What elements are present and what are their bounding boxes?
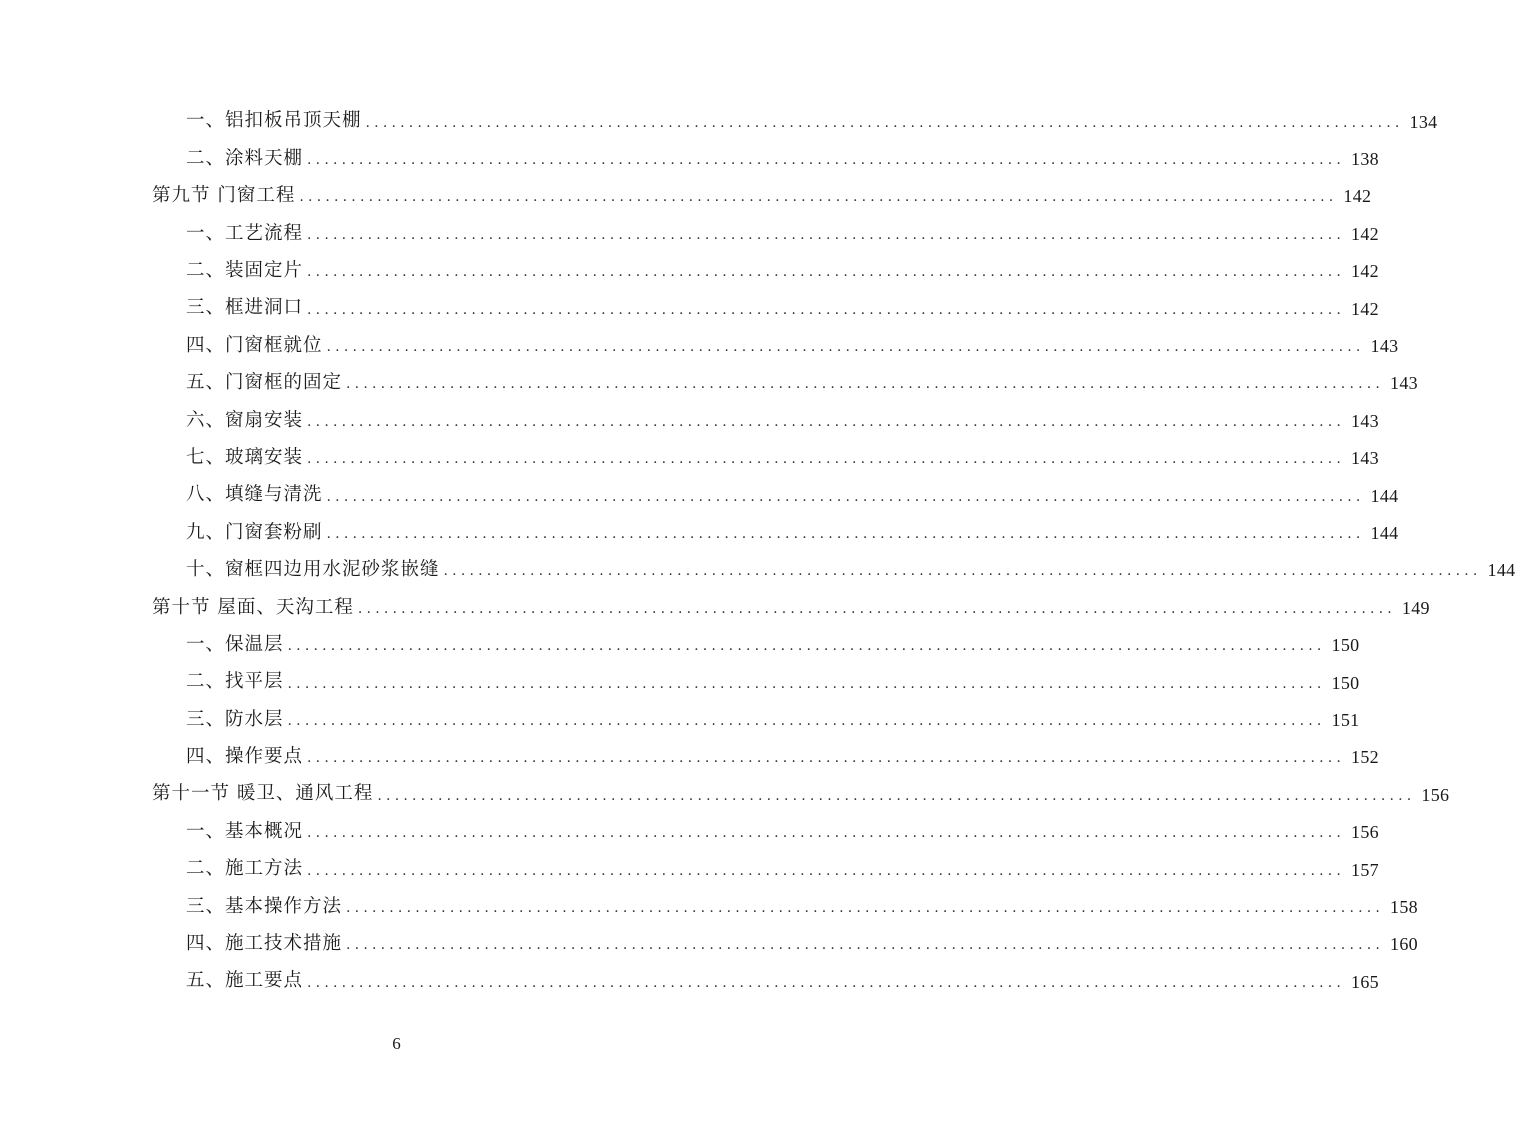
toc-entry-page: 157 [1351,859,1379,880]
toc-entry-page: 156 [1421,784,1450,805]
toc-subsection-entry[interactable] [152,365,1418,402]
toc-entry-page: 143 [1351,448,1379,469]
toc-entry-title: 第九节 门窗工程 [152,185,296,207]
toc-dot-leader: ........................................................................................................................ [307,862,1346,879]
toc-section-entry[interactable] [152,589,1430,626]
toc-dot-leader: ........................................................................................................................ [307,413,1346,430]
page-number: 6 [392,1034,401,1053]
toc-dot-leader: ........................................................................................................................ [307,825,1346,842]
toc-entry-page: 144 [1370,522,1399,543]
toc-entry-title: 第十一节 暖卫、通风工程 [152,783,374,805]
toc-entry-page: 150 [1331,635,1360,656]
toc-dot-leader: ........................................................................................................................ [307,974,1346,991]
toc-entry-title: 四、施工技术措施 [186,933,343,955]
toc-entry-title: 二、施工方法 [186,858,304,880]
toc-dot-leader: ........................................................................................................................ [287,675,1326,692]
toc-entry-title: 三、防水层 [186,708,284,730]
toc-subsection-entry[interactable] [152,253,1379,290]
toc-section-entry[interactable] [152,178,1372,215]
table-of-contents [152,103,1515,1000]
toc-entry-page: 144 [1487,560,1515,581]
toc-dot-leader: ........................................................................................................................ [307,152,1346,169]
toc-subsection-entry[interactable] [152,888,1418,925]
toc-dot-leader: ........................................................................................................................ [307,226,1346,243]
toc-subsection-entry[interactable] [152,327,1399,364]
toc-entry-title: 四、门窗框就位 [186,334,323,356]
toc-entry-title: 一、铝扣板吊顶天棚 [186,110,362,132]
toc-entry-page: 134 [1409,111,1438,132]
toc-entry-page: 156 [1351,822,1379,843]
toc-dot-leader: ........................................................................................................................ [346,899,1385,916]
toc-dot-leader: ........................................................................................................................ [357,600,1396,617]
toc-entry-title: 八、填缝与清洗 [186,484,323,506]
toc-subsection-entry[interactable] [152,140,1379,177]
toc-subsection-entry[interactable] [152,701,1360,738]
toc-dot-leader: ........................................................................................................................ [307,750,1346,767]
toc-subsection-entry[interactable] [152,440,1379,477]
toc-subsection-entry[interactable] [152,664,1360,701]
toc-dot-leader: ........................................................................................................................ [346,937,1385,954]
toc-entry-title: 五、施工要点 [186,970,304,992]
toc-entry-page: 138 [1351,149,1379,170]
toc-dot-leader: ........................................................................................................................ [307,264,1346,281]
toc-entry-page: 142 [1351,261,1379,282]
toc-entry-title: 十、窗框四边用水泥砂浆嵌缝 [186,559,440,581]
toc-entry-title: 二、装固定片 [186,260,304,281]
toc-entry-title: 五、门窗框的固定 [186,372,343,394]
toc-dot-leader: ........................................................................................................................ [307,301,1346,318]
toc-entry-page: 151 [1331,709,1360,730]
toc-entry-title: 一、保温层 [186,633,284,655]
toc-entry-title: 二、找平层 [186,671,284,693]
toc-dot-leader: ........................................................................................................................ [326,488,1365,505]
toc-dot-leader: ........................................................................................................................ [365,114,1404,131]
toc-dot-leader: ........................................................................................................................ [377,787,1416,804]
toc-subsection-entry[interactable] [152,103,1438,140]
toc-subsection-entry[interactable] [152,739,1379,776]
toc-entry-title: 九、门窗套粉刷 [186,521,323,543]
toc-subsection-entry[interactable] [152,514,1399,551]
toc-entry-page: 142 [1351,223,1379,244]
toc-entry-page: 160 [1390,934,1418,955]
toc-dot-leader: ........................................................................................................................ [287,638,1326,655]
toc-entry-page: 152 [1351,747,1379,768]
toc-subsection-entry[interactable] [152,477,1399,514]
toc-entry-title: 三、框进洞口 [186,297,304,319]
toc-entry-page: 143 [1351,410,1379,431]
toc-dot-leader: ........................................................................................................................ [346,376,1385,393]
toc-subsection-entry[interactable] [152,963,1379,1000]
toc-entry-title: 三、基本操作方法 [186,895,343,917]
toc-entry-page: 143 [1390,373,1418,394]
toc-entry-page: 150 [1331,672,1360,693]
toc-entry-page: 158 [1390,896,1418,917]
toc-dot-leader: ........................................................................................................................ [307,451,1346,468]
toc-entry-page: 142 [1351,298,1379,319]
toc-entry-title: 一、工艺流程 [186,222,304,244]
toc-entry-page: 149 [1401,597,1430,618]
toc-entry-title: 七、玻璃安装 [186,446,304,468]
toc-dot-leader: ........................................................................................................................ [326,339,1365,356]
toc-entry-title: 六、窗扇安装 [186,409,304,431]
toc-entry-page: 143 [1370,336,1399,357]
toc-subsection-entry[interactable] [152,402,1379,439]
toc-dot-leader: ........................................................................................................................ [299,189,1338,206]
toc-entry-page: 144 [1370,485,1399,506]
toc-entry-title: 一、基本概况 [186,820,304,842]
toc-entry-title: 二、涂料天棚 [186,147,304,169]
toc-subsection-entry[interactable] [152,626,1360,663]
toc-entry-page: 142 [1343,186,1372,207]
toc-section-entry[interactable] [152,776,1450,813]
toc-subsection-entry[interactable] [152,851,1379,888]
toc-subsection-entry[interactable] [152,926,1418,963]
toc-entry-title: 第十节 屋面、天沟工程 [152,596,354,618]
toc-subsection-entry[interactable] [152,215,1379,252]
toc-entry-page: 165 [1351,971,1379,992]
toc-subsection-entry[interactable] [152,552,1515,589]
toc-subsection-entry[interactable] [152,290,1379,327]
toc-dot-leader: ........................................................................................................................ [443,563,1482,580]
toc-dot-leader: ........................................................................................................................ [287,712,1326,729]
toc-dot-leader: ........................................................................................................................ [326,525,1365,542]
toc-subsection-entry[interactable] [152,813,1379,850]
toc-entry-title: 四、操作要点 [186,746,304,768]
